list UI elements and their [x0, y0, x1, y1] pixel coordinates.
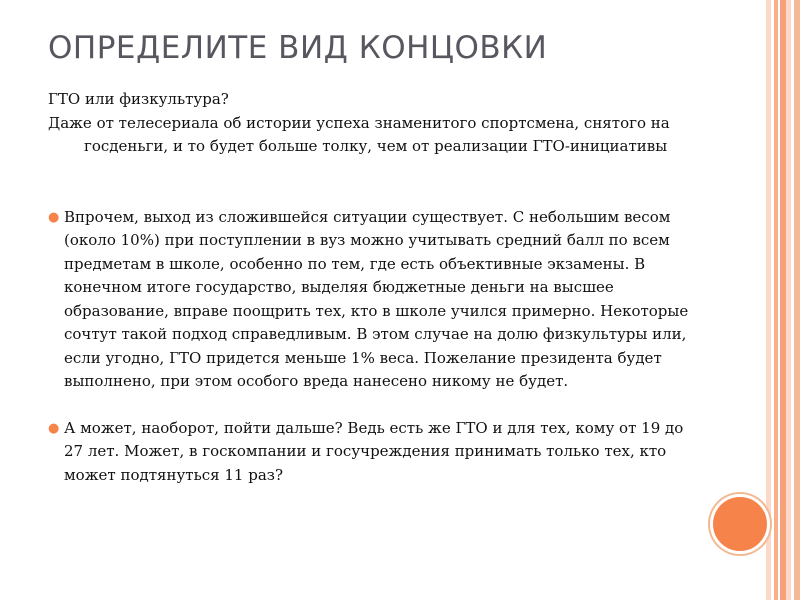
bullet-paragraph — [34, 206, 699, 394]
bullet-icon: ● — [48, 209, 60, 225]
slide-title: ОПРЕДЕЛИТЕ ВИД КОНЦОВКИ — [48, 30, 548, 66]
bullet-text: Впрочем, выход из сложившейся ситуации существует. С небольшим весом (около 10%) при поступлении в вуз можно учитывать средний балл по всем предметам в школе, особенно по тем, где есть объективные экзамены. В конечном итоге государство, выделяя бюджетные деньги на высшее образование, вправе поощрить тех, кто в школе учился примерно. Некоторые сочтут такой подход справедливым. В этом случае на долю физкультуры или, если угодно, ГТО придется меньше 1% веса. Пожелание президента будет выполнено, при этом особого вреда нанесено никому не будет. — [64, 207, 689, 390]
decorative-stripes — [766, 0, 800, 600]
subtitle-question: ГТО или физкультура? — [48, 90, 229, 108]
orange-circle-decoration — [710, 494, 770, 554]
intro-paragraph: Даже от телесериала об истории успеха знаменитого спортсмена, снятого на госденьги, и то будет больше толку, чем от реализации ГТО-инициативы — [48, 113, 670, 155]
bullet-icon: ● — [48, 420, 60, 436]
bullet-paragraph — [34, 417, 699, 488]
spacer — [34, 394, 699, 417]
slide-body — [34, 88, 699, 487]
spacer — [34, 159, 699, 206]
stripe — [794, 0, 800, 600]
bullet-text: А может, наоборот, пойти дальше? Ведь есть же ГТО и для тех, кому от 19 до 27 лет. Может, в госкомпании и госучреждения принимать только тех, кто может подтянуться 11 раз? — [64, 418, 684, 484]
